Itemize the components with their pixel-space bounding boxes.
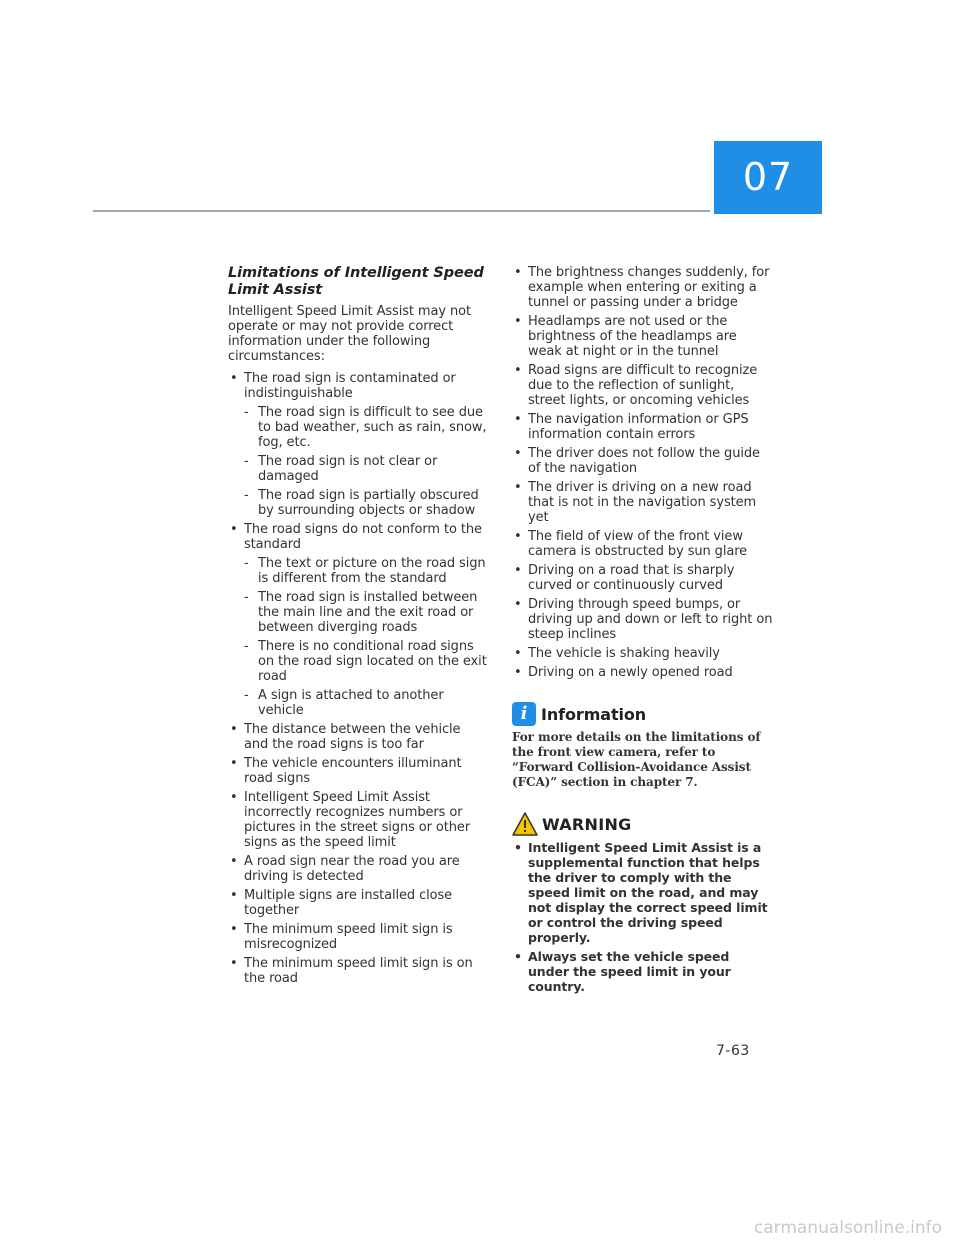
bullet-marker: • [514,949,522,964]
limitations-list [228,371,488,986]
list-item-text: The field of view of the front view camera is obstructed by sun glare [528,529,748,559]
bullet-marker: • [514,665,522,680]
list-item-text: Headlamps are not used or the brightness of the headlamps are weak at night or in the tunnel [528,314,737,359]
list-item [244,454,488,484]
bullet-marker: • [514,840,522,855]
right-column [512,265,774,998]
bullet-marker: • [230,790,238,805]
list-item [244,488,488,518]
list-item [512,949,774,994]
info-icon: i [512,702,536,726]
list-item-text: The minimum speed limit sign is misrecognized [244,922,453,952]
bullet-marker: • [230,888,238,903]
list-item-text: Always set the vehicle speed under the speed limit in your country. [528,949,731,994]
list-item-text: The road sign is partially obscured by surrounding objects or shadow [258,488,479,518]
list-item-text: The road sign is installed between the main line and the exit road or between diverging roads [258,590,478,635]
bullet-marker: • [514,412,522,427]
list-item-text: A sign is attached to another vehicle [258,688,444,718]
bullet-marker: • [514,363,522,378]
dash-marker: - [244,590,249,605]
list-item [244,639,488,684]
header-divider [93,210,710,212]
dash-marker: - [244,556,249,571]
dash-marker: - [244,454,249,469]
bullet-marker: • [230,854,238,869]
list-item [244,556,488,586]
bullet-marker: • [514,314,522,329]
list-item-text: The text or picture on the road sign is different from the standard [258,556,486,586]
list-item [512,412,774,442]
list-item [512,265,774,310]
list-item [228,956,488,986]
list-item-text: There is no conditional road signs on the road sign located on the exit road [258,639,487,684]
warning-list [512,840,774,994]
bullet-marker: • [230,371,238,386]
list-item-text: The vehicle is shaking heavily [528,646,720,661]
list-item [244,590,488,635]
dash-marker: - [244,639,249,654]
list-item-text: Driving on a road that is sharply curved or continuously curved [528,563,735,593]
list-item-text: The navigation information or GPS information contain errors [528,412,749,442]
limitations-list-continued [512,265,774,680]
bullet-marker: • [514,265,522,280]
list-item [512,563,774,593]
section-title: Limitations of Intelligent Speed Limit Assist [228,265,484,298]
bullet-marker: • [514,529,522,544]
list-item [228,756,488,786]
page-number: 7-63 [716,1043,750,1059]
list-item [228,722,488,752]
list-item-text: The road sign is contaminated or indistinguishable [244,371,456,401]
list-item [512,665,774,680]
list-item [228,790,488,850]
bullet-marker: • [230,956,238,971]
list-item-text: The road sign is not clear or damaged [258,454,438,484]
list-item [512,840,774,945]
intro-paragraph: Intelligent Speed Limit Assist may not operate or may not provide correct information under the following circumstances: [228,304,471,364]
list-item [244,688,488,718]
bullet-marker: • [514,597,522,612]
bullet-marker: • [514,563,522,578]
dash-marker: - [244,488,249,503]
bullet-marker: • [230,522,238,537]
watermark: carmanualsonline.info [753,1218,942,1238]
list-item-text: Driving on a newly opened road [528,665,733,680]
information-header [512,702,774,726]
list-item-text: The road sign is difficult to see due to bad weather, such as rain, snow, fog, etc. [258,405,487,450]
information-text: For more details on the limitations of the front view camera, refer to “Forward Collision-Avoidance Assist (FCA)” section in chapter 7. [512,730,761,789]
dash-marker: - [244,688,249,703]
list-item [512,529,774,559]
sub-list [244,405,488,518]
chapter-tab: 07 [714,141,822,214]
list-item [228,888,488,918]
list-item [228,522,488,718]
list-item [512,314,774,359]
list-item [512,597,774,642]
bullet-marker: • [514,480,522,495]
list-item [512,446,774,476]
bullet-marker: • [514,646,522,661]
list-item-text: The driver is driving on a new road that is not in the navigation system yet [528,480,757,525]
list-item [512,480,774,525]
list-item-text: The distance between the vehicle and the road signs is too far [244,722,461,752]
list-item-text: Multiple signs are installed close together [244,888,453,918]
list-item [228,922,488,952]
bullet-marker: • [230,722,238,737]
list-item-text: Intelligent Speed Limit Assist incorrectly recognizes numbers or pictures in the street signs or other signs as the speed limit [244,790,471,850]
bullet-marker: • [230,756,238,771]
bullet-marker: • [514,446,522,461]
list-item-text: Road signs are difficult to recognize due to the reflection of sunlight, street lights, or oncoming vehicles [528,363,758,408]
information-title: Information [541,704,647,724]
warning-header [512,812,774,836]
list-item-text: The driver does not follow the guide of the navigation [528,446,760,476]
warning-title: WARNING [542,814,632,834]
list-item-text: The road signs do not conform to the standard [244,522,482,552]
list-item [512,363,774,408]
list-item-text: The minimum speed limit sign is on the road [244,956,473,986]
bullet-marker: • [230,922,238,937]
list-item-text: Intelligent Speed Limit Assist is a supplemental function that helps the driver to comply with the speed limit on the road, and may not display the correct speed limit or control the driving speed properly. [528,840,768,945]
warning-triangle-icon [512,812,538,836]
sub-list [244,556,488,718]
left-column [228,265,488,990]
dash-marker: - [244,405,249,420]
list-item [512,646,774,661]
list-item-text: The vehicle encounters illuminant road signs [244,756,462,786]
list-item-text: A road sign near the road you are driving is detected [244,854,460,884]
list-item [244,405,488,450]
list-item [228,854,488,884]
list-item-text: Driving through speed bumps, or driving up and down or left to right on steep inclines [528,597,773,642]
list-item-text: The brightness changes suddenly, for example when entering or exiting a tunnel or passing under a bridge [528,265,770,310]
list-item [228,371,488,518]
